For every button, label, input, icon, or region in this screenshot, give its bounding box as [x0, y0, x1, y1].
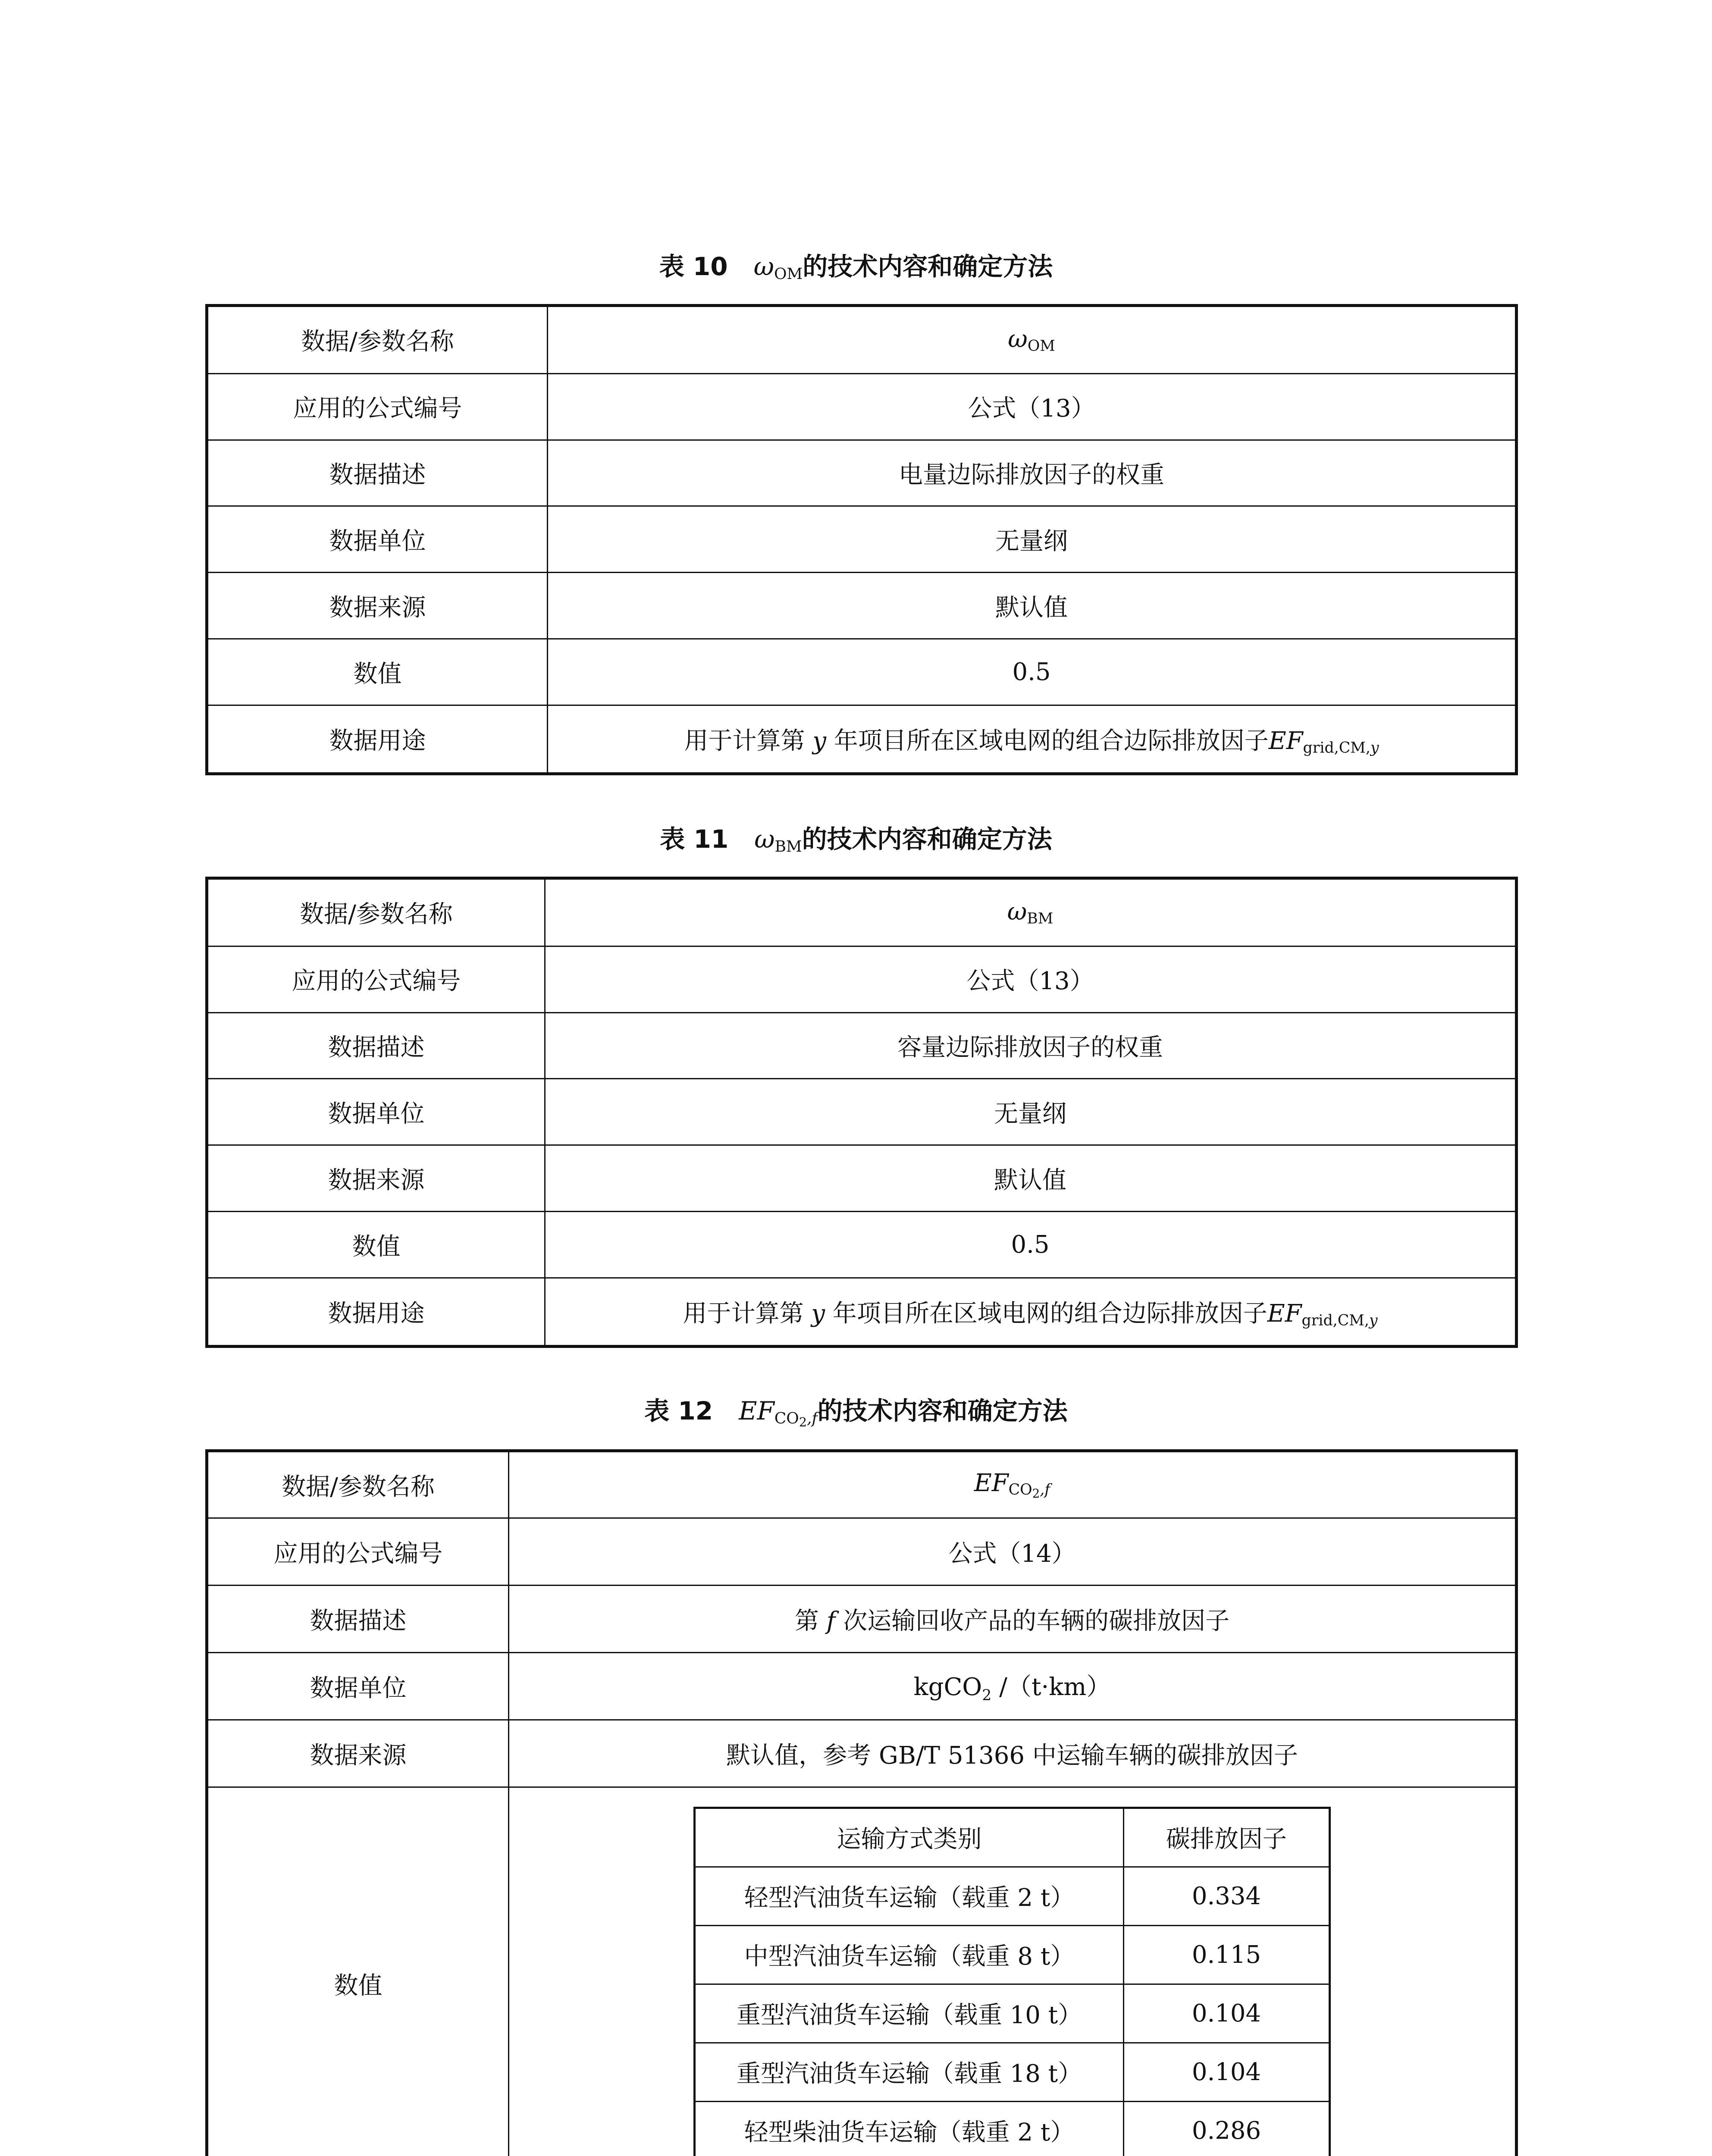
table-row — [207, 1653, 1517, 1720]
row-label: 数值 — [207, 1787, 509, 2156]
emission-factor: 0.115 — [1124, 1925, 1330, 1984]
row-label: 数据来源 — [207, 573, 548, 639]
table-row — [207, 306, 1517, 374]
table-row — [207, 1212, 1517, 1278]
table12 — [205, 1449, 1518, 2156]
emission-factor-cell — [509, 1787, 1517, 2156]
row-value: 默认值 — [548, 573, 1517, 639]
table-row — [207, 878, 1517, 946]
table-row — [695, 1984, 1330, 2043]
table-row — [695, 2043, 1330, 2101]
table12-caption-text: 的技术内容和确定方法 — [817, 1396, 1068, 1426]
data-unit-cell: kgCO$_2$ /（t·km） — [509, 1653, 1517, 1720]
data-usage-cell: 用于计算第 y 年项目所在区域电网的组合边际排放因子$EF_{grid,CM,y}$ — [548, 705, 1517, 774]
parameter-name-cell: $\omega_{OM}$ — [548, 306, 1517, 374]
table-row — [207, 1145, 1517, 1212]
row-label: 数据/参数名称 — [207, 1451, 509, 1518]
inner-header-row — [695, 1808, 1330, 1867]
row-label: 数据/参数名称 — [207, 306, 548, 374]
transport-type: 重型汽油货车运输（载重 18 t） — [695, 2043, 1124, 2101]
table-row — [207, 1720, 1517, 1787]
table11-caption-number: 表 11 — [660, 824, 729, 854]
emission-factor-table — [693, 1807, 1331, 2156]
emission-factor: 0.286 — [1124, 2101, 1330, 2156]
row-label: 数据单位 — [207, 1079, 545, 1145]
row-value: 电量边际排放因子的权重 — [548, 440, 1517, 506]
row-value: 无量纲 — [548, 506, 1517, 573]
row-value: 默认值，参考 GB/T 51366 中运输车辆的碳排放因子 — [509, 1720, 1517, 1787]
table-row — [207, 1278, 1517, 1347]
table12-caption-number: 表 12 — [644, 1396, 713, 1426]
row-label: 应用的公式编号 — [207, 373, 548, 440]
table-row — [207, 506, 1517, 573]
table-row — [695, 1867, 1330, 1925]
table-row — [207, 1012, 1517, 1079]
row-value: 无量纲 — [545, 1079, 1517, 1145]
transport-type: 轻型柴油货车运输（载重 2 t） — [695, 2101, 1124, 2156]
table-row — [207, 1586, 1517, 1653]
row-label: 数据用途 — [207, 1278, 545, 1347]
table-row — [207, 440, 1517, 506]
row-value: 公式（14） — [509, 1518, 1517, 1586]
emission-factor: 0.334 — [1124, 1867, 1330, 1925]
row-value: 公式（13） — [548, 373, 1517, 440]
table11-caption — [0, 822, 1712, 864]
table-row — [207, 705, 1517, 774]
table-row — [207, 1079, 1517, 1145]
table10-caption-text: 的技术内容和确定方法 — [803, 252, 1053, 281]
row-label: 数据用途 — [207, 705, 548, 774]
row-label: 数值 — [207, 1212, 545, 1278]
transport-type: 轻型汽油货车运输（载重 2 t） — [695, 1867, 1124, 1925]
table11 — [205, 877, 1518, 1348]
row-label: 数据描述 — [207, 1012, 545, 1079]
emission-factor: 0.104 — [1124, 1984, 1330, 2043]
table-row — [207, 639, 1517, 705]
table-row — [207, 1518, 1517, 1586]
table-row — [207, 946, 1517, 1012]
row-value: 默认值 — [545, 1145, 1517, 1212]
transport-type: 重型汽油货车运输（载重 10 t） — [695, 1984, 1124, 2043]
row-label: 应用的公式编号 — [207, 1518, 509, 1586]
row-label: 数据单位 — [207, 1653, 509, 1720]
row-label: 数据描述 — [207, 440, 548, 506]
data-usage-cell: 用于计算第 y 年项目所在区域电网的组合边际排放因子$EF_{grid,CM,y}$ — [545, 1278, 1517, 1347]
table10-caption-symbol: $\omega_{OM}$ — [753, 252, 803, 283]
table12-caption — [0, 1394, 1712, 1439]
row-value: 容量边际排放因子的权重 — [545, 1012, 1517, 1079]
column-header-emission-factor: 碳排放因子 — [1124, 1808, 1330, 1867]
row-label: 数据描述 — [207, 1586, 509, 1653]
table-row — [207, 1787, 1517, 2156]
table-row — [207, 573, 1517, 639]
table10-caption-number: 表 10 — [659, 252, 728, 281]
column-header-transport-type: 运输方式类别 — [695, 1808, 1124, 1867]
row-value: 0.5 — [548, 639, 1517, 705]
table10 — [205, 304, 1518, 775]
row-label: 数据来源 — [207, 1720, 509, 1787]
parameter-name-cell: $\omega_{BM}$ — [545, 878, 1517, 946]
row-label: 数据单位 — [207, 506, 548, 573]
row-label: 数值 — [207, 639, 548, 705]
table-row — [695, 1925, 1330, 1984]
data-description-cell: 第 f 次运输回收产品的车辆的碳排放因子 — [509, 1586, 1517, 1653]
table-row — [207, 373, 1517, 440]
table-row — [207, 1451, 1517, 1518]
transport-type: 中型汽油货车运输（载重 8 t） — [695, 1925, 1124, 1984]
table11-caption-text: 的技术内容和确定方法 — [802, 824, 1052, 854]
parameter-name-cell: $EF_{CO_2,f}$ — [509, 1451, 1517, 1518]
row-label: 应用的公式编号 — [207, 946, 545, 1012]
table12-caption-symbol: $EF_{CO_2,f}$ — [739, 1396, 818, 1430]
table10-caption — [0, 249, 1712, 291]
emission-factor: 0.104 — [1124, 2043, 1330, 2101]
row-value: 公式（13） — [545, 946, 1517, 1012]
table-row — [695, 2101, 1330, 2156]
row-label: 数据来源 — [207, 1145, 545, 1212]
table11-caption-symbol: $\omega_{BM}$ — [754, 824, 802, 856]
row-label: 数据/参数名称 — [207, 878, 545, 946]
row-value: 0.5 — [545, 1212, 1517, 1278]
